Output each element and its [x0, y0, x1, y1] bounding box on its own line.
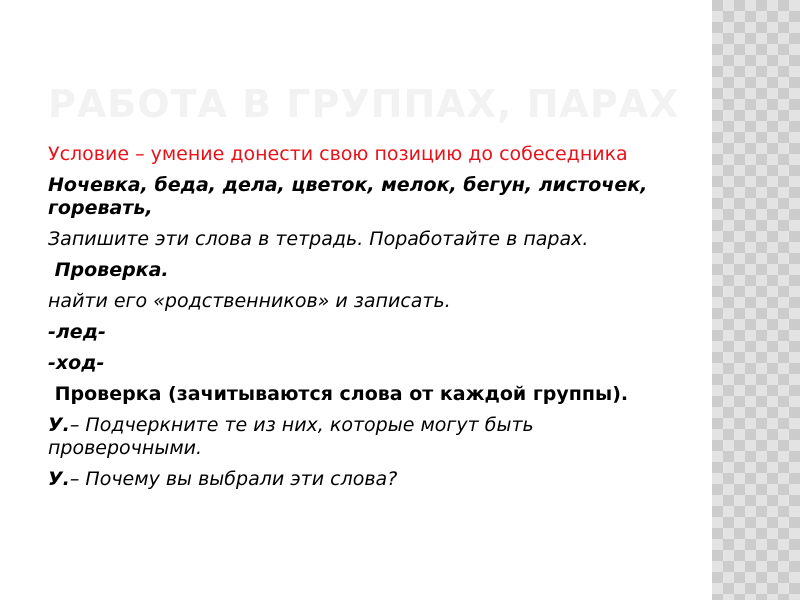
root-hod: -ход-: [48, 352, 105, 374]
teacher-question-underline: [48, 414, 688, 460]
slide-content: [48, 143, 688, 499]
teacher-prefix: У.: [48, 468, 70, 490]
teacher-question-text: – Почему вы выбрали эти слова?: [69, 468, 398, 490]
teacher-question-text: – Подчеркните те из них, которые могут быть проверочными.: [48, 414, 534, 459]
group-check-text: [48, 383, 688, 406]
teacher-prefix: У.: [48, 414, 70, 436]
group-check-label: Проверка (зачитываются слова от каждой группы).: [48, 383, 629, 405]
decorative-side-band: [712, 0, 800, 600]
word-list: Ночевка, беда, дела, цветок, мелок, бегун, листочек, горевать,: [48, 174, 648, 219]
root-led: -лед-: [48, 321, 106, 343]
check-heading: Проверка.: [48, 259, 169, 281]
teacher-question-why: [48, 468, 688, 491]
slide-title: РАБОТА В ГРУППАХ, ПАРАХ: [48, 82, 680, 126]
condition-text: Условие – умение донести свою позицию до собеседника: [48, 143, 628, 165]
instruction-text: Запишите эти слова в тетрадь. Поработайте в парах.: [48, 228, 589, 250]
task-text: найти его «родственников» и записать.: [48, 290, 451, 312]
